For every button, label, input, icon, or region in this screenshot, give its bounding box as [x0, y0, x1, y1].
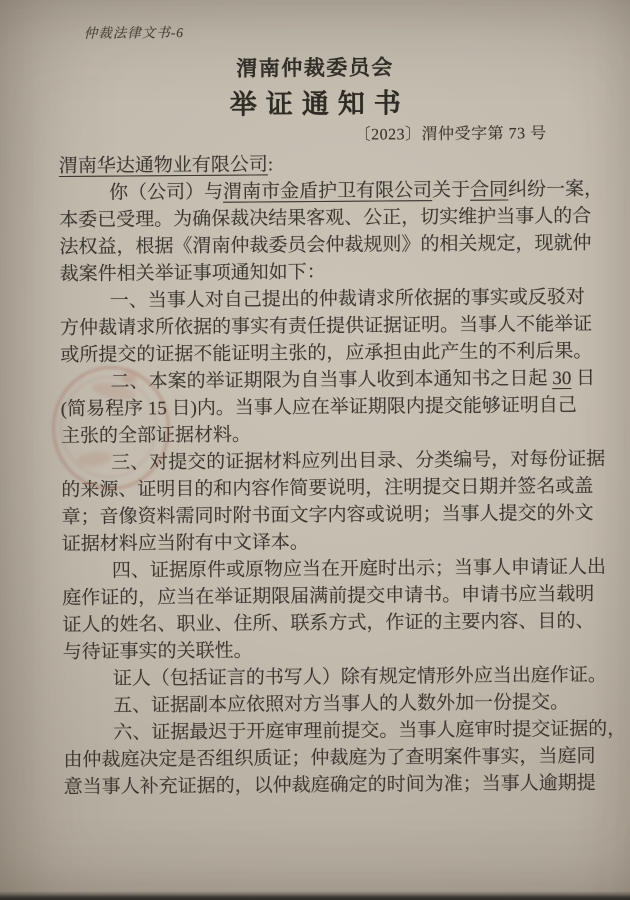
- text-line: [60, 257, 605, 288]
- text-segment: 纠纷一案，: [508, 178, 604, 201]
- text-segment: 二、本案的举证期限为自当事人收到本通知书之日起: [110, 368, 553, 393]
- text-segment: 的来源、证明目的和内容作简要说明，注明提交日期并签名或盖: [61, 475, 594, 502]
- text-line: [62, 581, 607, 612]
- text-segment: 由仲裁庭决定是否组织质证；仲裁庭为了查明案件事实，当庭同: [63, 745, 596, 771]
- text-line: [59, 149, 604, 180]
- text-segment: 证人（包括证言的书写人）除有规定情形外应当出庭作证。: [112, 664, 607, 690]
- text-segment: 六、证据最迟于开庭审理前提交。当事人庭审时提交证据的，: [113, 718, 627, 744]
- text-line: [63, 716, 627, 747]
- form-number-label: 仲裁法律文书-6: [83, 25, 185, 41]
- text-line: [60, 311, 605, 342]
- text-line: [62, 554, 607, 585]
- text-segment: 四、证据原件或原物应当在开庭时出示；当事人申请证人出: [111, 556, 607, 582]
- text-line: [64, 770, 609, 801]
- text-line: [60, 338, 605, 369]
- text-line: [61, 446, 606, 477]
- text-segment: (简易程序 15 日)内。当事人应在举证期限内提交能够证明自己: [60, 394, 577, 421]
- text-segment: :: [267, 154, 274, 176]
- text-line: [61, 500, 606, 531]
- text-segment: 章；音像资料需同时附书面文字内容或说明；当事人提交的外文: [61, 502, 594, 529]
- text-segment: 本委已受理。为确保裁决结果客观、公正，切实维护当事人的合: [59, 205, 592, 232]
- text-line: [60, 365, 605, 396]
- underlined-text: 渭南市金盾护卫有限公司: [222, 180, 433, 203]
- text-segment: 日: [571, 367, 596, 389]
- text-line: [61, 473, 606, 504]
- text-segment: 一、当事人对自己提出的仲裁请求所依据的事实或反驳对: [109, 286, 585, 312]
- text-segment: 法权益，根据《渭南仲裁委员会仲裁规则》的相关规定，现就仲: [59, 232, 592, 259]
- text-line: [61, 419, 606, 450]
- text-line: [61, 392, 606, 423]
- text-segment: 三、对提交的证据材料应列出目录、分类编号，对每份证据: [111, 448, 606, 474]
- text-segment: 庭作证的，应当在举证期限届满前提交申请书。申请书应当载明: [62, 583, 595, 610]
- text-segment: 证人的姓名、职业、住所、联系方式，作证的主要内容、目的、: [62, 610, 595, 637]
- body-text: [58, 149, 627, 801]
- text-segment: 或所提交的证据不能证明主张的，应承担由此产生的不利后果。: [60, 340, 593, 367]
- text-line: [62, 527, 607, 558]
- text-line: [59, 176, 604, 207]
- text-line: [63, 743, 608, 774]
- document-title: 举证通知书: [229, 88, 410, 120]
- text-segment: 关于: [431, 179, 471, 202]
- text-line: [63, 662, 608, 693]
- text-segment: 与待证事实的关联性。: [62, 640, 253, 663]
- underlined-text: 渭南华达通物业有限公司: [58, 154, 268, 178]
- text-line: [63, 689, 608, 720]
- text-segment: 五、证据副本应依照对方当事人的人数外加一份提交。: [112, 692, 570, 717]
- text-line: [59, 230, 604, 261]
- text-segment: 证据材料应当附有中文译本。: [61, 532, 309, 556]
- text-segment: 你（公司）与: [108, 181, 224, 204]
- paper-bottom-edge: [0, 891, 630, 900]
- text-segment: 方仲裁请求所依据的事实有责任提供证据证明。当事人不能举证: [60, 313, 593, 340]
- underlined-text: 合同: [469, 179, 509, 201]
- text-line: [60, 284, 605, 315]
- text-line: [63, 635, 608, 666]
- case-number: 〔2023〕渭仲受字第 73 号: [354, 125, 547, 144]
- organization-title: 渭南仲裁委员会: [236, 55, 394, 81]
- text-line: [62, 608, 607, 639]
- text-segment: 意当事人补充证据的，以仲裁庭确定的时间为准；当事人逾期提: [63, 772, 596, 798]
- text-line: [59, 203, 604, 234]
- text-segment: 裁案件相关举证事项通知如下：: [59, 261, 326, 286]
- underlined-text: 30: [552, 367, 572, 390]
- text-segment: 主张的全部证据材料。: [60, 424, 252, 448]
